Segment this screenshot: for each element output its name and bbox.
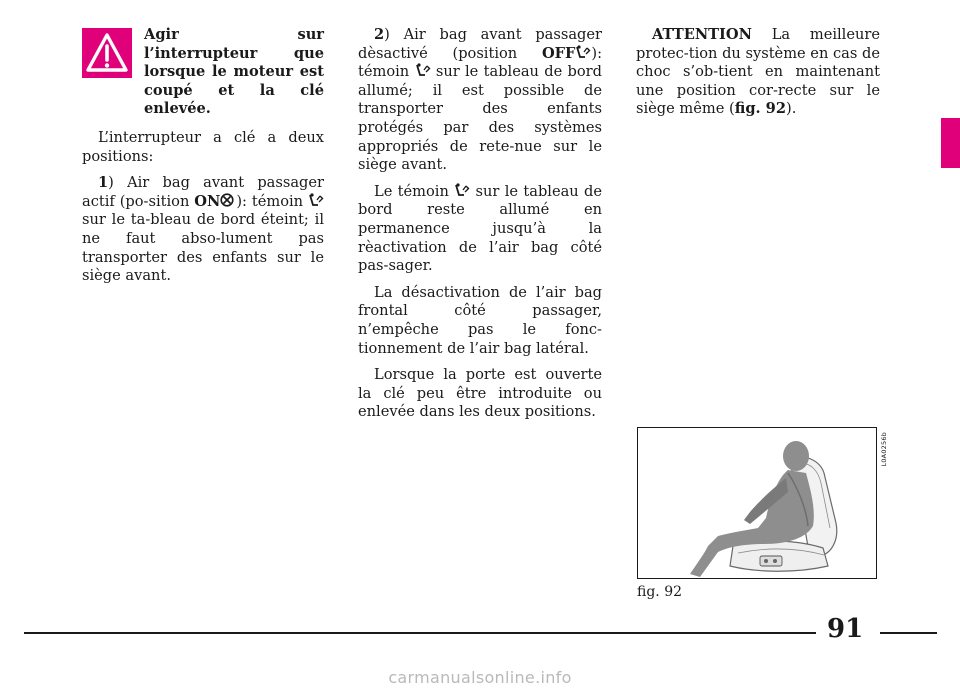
warning-triangle-icon	[82, 28, 132, 78]
paragraph: La désactivation de l’air bag frontal côté passager, n’empêche pas le fonc-tionnement de l’air bag latéral.	[358, 283, 602, 357]
figure-seat-illustration	[637, 427, 877, 579]
column-2	[358, 26, 602, 430]
figure-code: L0A0256b	[880, 432, 888, 467]
paragraph	[82, 174, 324, 286]
seated-passenger-illustration	[638, 428, 875, 577]
paragraph-text: ): témoin	[236, 192, 308, 210]
paragraph	[358, 183, 602, 276]
figure-caption: fig. 92	[637, 584, 683, 600]
paragraph-text: sur le tableau de bord allumé; il est possible de transporter des enfants protégés par des systèmes appropriés de rete-nue sur le siège avant.	[358, 63, 602, 174]
warning-text: Agir sur l’interrupteur que lorsque le moteur est coupé et la clé enlevée.	[144, 26, 324, 118]
airbag-off-lamp-icon	[308, 193, 324, 207]
page-number: 91	[827, 614, 864, 644]
airbag-off-lamp-icon	[415, 63, 431, 77]
paragraph-text: sur le tableau de bord reste allumé en permanence jusqu’à la rèactivation de l’air bag côté pas-sager.	[358, 182, 602, 275]
footer-rule-left	[24, 632, 816, 634]
position-on-label: ON	[194, 192, 221, 210]
attention-label: ATTENTION	[652, 26, 752, 43]
paragraph-text: La meilleure protec-tion du système en cas de choc s’ob-tient en maintenant une position cor-recte sur le siège même (	[636, 26, 880, 118]
paragraph	[358, 26, 602, 175]
section-tab	[941, 118, 960, 168]
paragraph: Lorsque la porte est ouverte la clé peu être introduite ou enlevée dans les deux positions.	[358, 366, 602, 421]
paragraph-text: Le témoin	[374, 182, 455, 200]
warning-block	[82, 26, 324, 119]
paragraph-text: ) Air bag avant passager actif (po-sition	[82, 174, 324, 210]
paragraph-text: ): témoin	[358, 44, 602, 81]
position-off-label: OFF	[541, 44, 576, 62]
paragraph-text: sur le ta-bleau de bord éteint; il ne faut abso-lument pas transporter des enfants sur le siège avant.	[82, 211, 324, 285]
figure-reference: fig. 92	[734, 100, 786, 118]
item-number: 1	[98, 174, 109, 192]
column-1	[82, 26, 324, 294]
watermark: carmanualsonline.info	[388, 668, 572, 687]
airbag-off-lamp-icon	[454, 183, 470, 197]
airbag-off-lamp-icon	[575, 45, 591, 59]
paragraph	[82, 129, 324, 166]
paragraph-text: ).	[786, 100, 797, 118]
footer-rule-right	[880, 632, 937, 634]
column-3	[636, 26, 880, 127]
paragraph-text: L’interrupteur a clé a deux positions:	[82, 128, 324, 165]
paragraph-text: ) Air bag avant passager dèsactivé (position	[358, 26, 602, 62]
airbag-on-circle-x-icon	[220, 193, 236, 207]
item-number: 2	[374, 26, 385, 43]
paragraph	[636, 26, 880, 119]
